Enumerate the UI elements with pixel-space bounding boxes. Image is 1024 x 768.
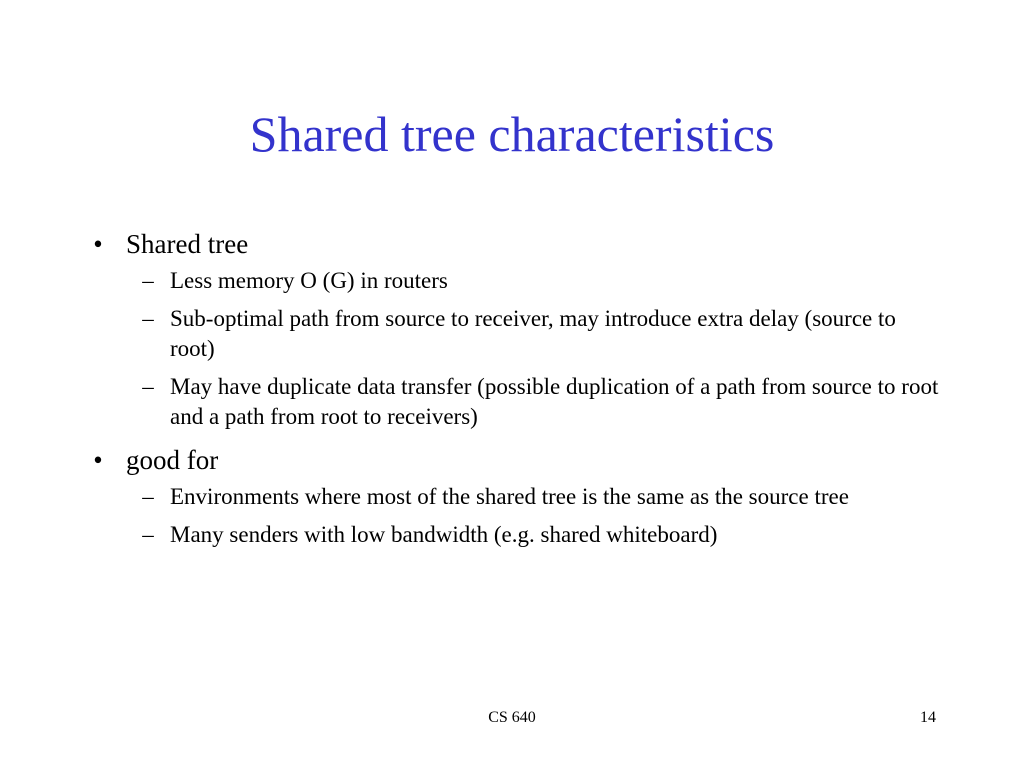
sub-bullet — [126, 266, 940, 296]
sub-list — [126, 482, 940, 550]
footer-page-number: 14 — [920, 709, 936, 726]
bullet-icon: • — [93, 229, 103, 259]
dash-icon: – — [142, 522, 154, 547]
slide-title: Shared tree characteristics — [249, 106, 775, 162]
sub-bullet — [126, 372, 940, 432]
sub-bullet-text: Sub-optimal path from source to receiver, may introduce extra delay (source to root) — [170, 306, 896, 361]
sub-bullet-text: Many senders with low bandwidth (e.g. shared whiteboard) — [170, 522, 718, 547]
sub-bullet — [126, 520, 940, 550]
bullet-text: Shared tree — [126, 229, 249, 259]
bullet-icon: • — [93, 445, 103, 475]
sub-bullet-text: May have duplicate data transfer (possible duplication of a path from source to root and a path from root to receivers) — [170, 374, 939, 429]
dash-icon: – — [142, 306, 154, 331]
sub-bullet-text: Environments where most of the shared tree is the same as the source tree — [170, 484, 849, 509]
dash-icon: – — [142, 484, 154, 509]
bullet-good-for — [80, 440, 940, 550]
sub-list — [126, 266, 940, 432]
sub-bullet-text: Less memory O (G) in routers — [170, 268, 448, 293]
sub-bullet — [126, 482, 940, 512]
slide-body — [80, 224, 940, 558]
bullet-text: good for — [126, 445, 219, 475]
dash-icon: – — [142, 374, 154, 399]
bullet-shared-tree — [80, 224, 940, 432]
footer-course: CS 640 — [488, 709, 536, 726]
dash-icon: – — [142, 268, 154, 293]
sub-bullet — [126, 304, 940, 364]
